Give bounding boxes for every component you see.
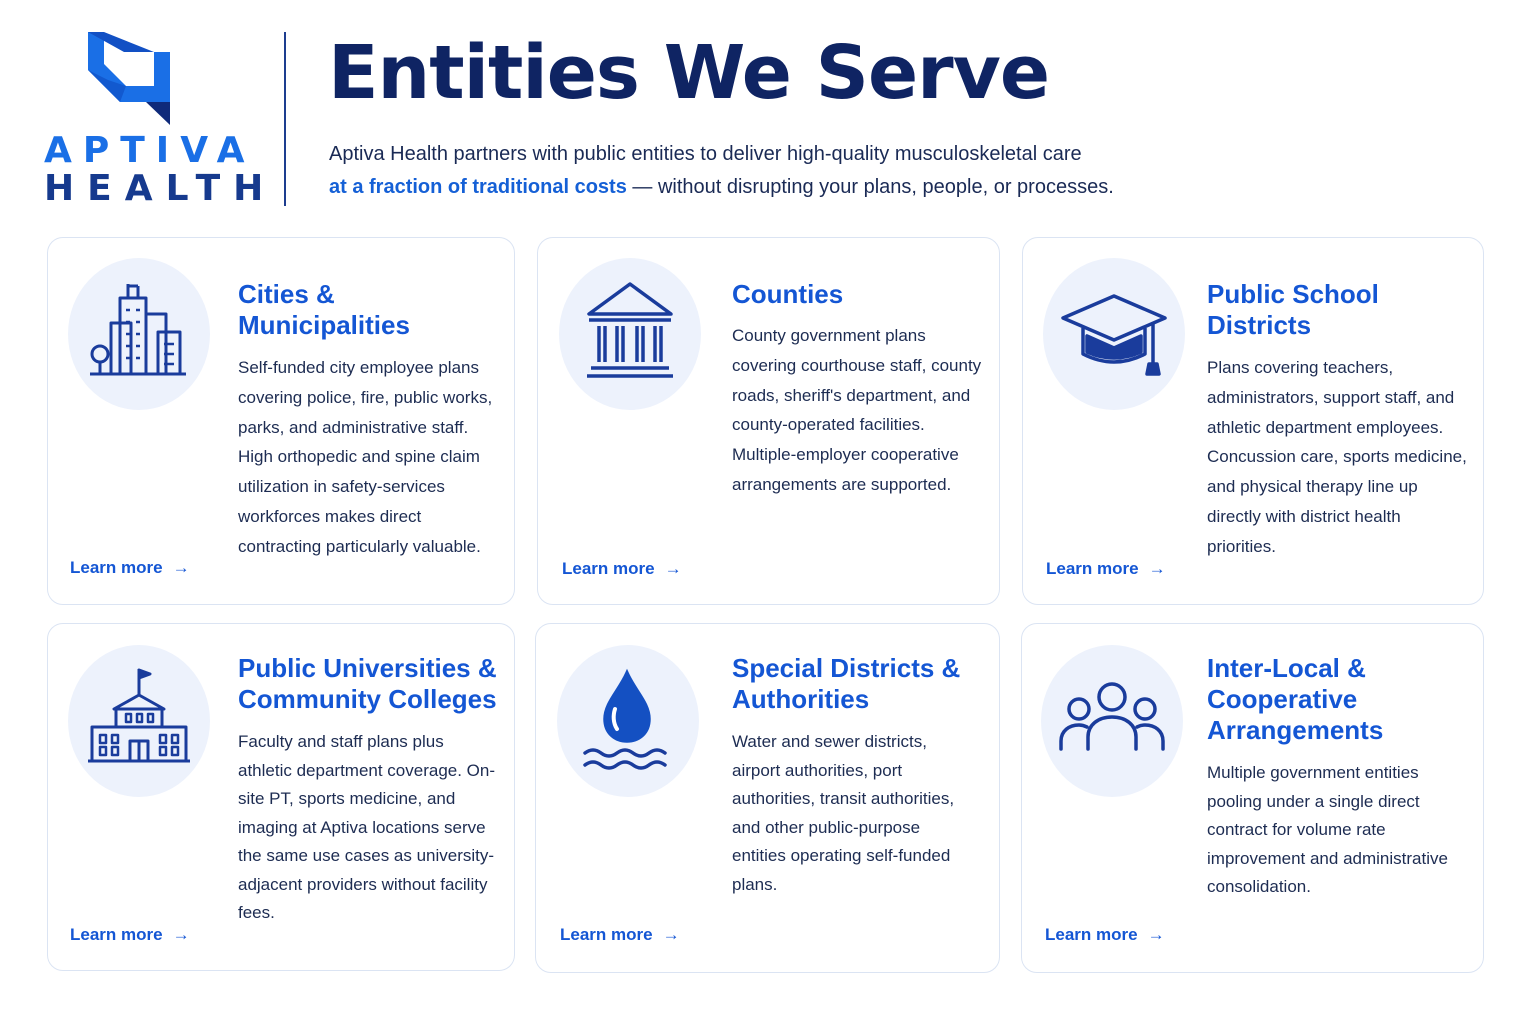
graduation-cap-icon — [1043, 258, 1185, 410]
learn-more-label: Learn more — [1046, 559, 1139, 578]
logo-text-aptiva: APTIVA — [44, 130, 256, 171]
icon-circle — [68, 645, 210, 797]
card-description: Plans covering teachers, administrators, support staff, and athletic department employees. Concussion care, sports medicine, and physical therapy line up directly with district health priorities. — [1207, 358, 1467, 556]
learn-more-label: Learn more — [1045, 925, 1138, 944]
intro-part-1: Aptiva Health partners with public entities to deliver high-quality musculoskeletal care — [329, 143, 1082, 165]
learn-more-link[interactable] — [560, 925, 680, 945]
card-description: Self-funded city employee plans covering police, fire, public works, parks, and administrative staff. High orthopedic and spine claim utilization in safety-services workforces makes direct contracting particularly valuable. — [238, 358, 493, 556]
icon-circle — [559, 258, 701, 410]
card-title: Cities & Municipalities — [238, 279, 410, 340]
page-title: Entities We Serve — [328, 30, 1050, 116]
university-building-icon — [68, 645, 210, 797]
card-description: Water and sewer districts, airport authorities, port authorities, transit authorities, and other public-purpose entities operating self-funded plans. — [732, 732, 955, 894]
icon-circle — [68, 258, 210, 410]
card-inter-local-cooperative — [1021, 623, 1484, 973]
aptiva-health-logo[interactable] — [44, 30, 277, 209]
intro-text — [329, 138, 1169, 204]
learn-more-label: Learn more — [560, 925, 653, 944]
card-title: Public School Districts — [1207, 279, 1379, 340]
card-description: County government plans covering courthouse staff, county roads, sheriff's department, and county-operated facilities. Multiple-employer cooperative arrangements are supported. — [732, 326, 982, 494]
card-special-districts — [535, 623, 1000, 973]
card-title: Special Districts & Authorities — [732, 653, 961, 714]
header-divider — [284, 32, 286, 206]
arrow-right-icon: → — [172, 925, 190, 944]
learn-more-link[interactable] — [1045, 925, 1165, 945]
card-public-universities — [47, 623, 515, 971]
people-group-icon — [1041, 645, 1183, 797]
learn-more-link[interactable] — [1046, 559, 1166, 579]
logo-mark-icon — [84, 30, 174, 125]
card-description: Faculty and staff plans plus athletic department coverage. On-site PT, sports medicine, and imaging at Aptiva locations serve the same use cases as university-adjacent providers without facility fees. — [238, 732, 496, 922]
intro-part-2: — without disrupting your plans, people, or processes. — [626, 176, 1114, 198]
learn-more-link[interactable] — [70, 925, 190, 945]
card-description: Multiple government entities pooling under a single direct contract for volume rate improvement and administrative consolidation. — [1207, 763, 1448, 896]
learn-more-label: Learn more — [562, 559, 655, 578]
arrow-right-icon: → — [1148, 559, 1166, 578]
city-buildings-icon — [68, 258, 210, 410]
card-public-school-districts — [1022, 237, 1484, 605]
courthouse-icon — [559, 258, 701, 410]
learn-more-link[interactable] — [70, 558, 190, 578]
card-title: Counties — [732, 279, 844, 309]
arrow-right-icon: → — [1147, 925, 1165, 944]
icon-circle — [557, 645, 699, 797]
logo-text-health: HEALTH — [44, 168, 277, 209]
arrow-right-icon: → — [662, 925, 680, 944]
learn-more-label: Learn more — [70, 925, 163, 944]
page-header — [0, 0, 1536, 230]
learn-more-link[interactable] — [562, 559, 682, 579]
icon-circle — [1043, 258, 1185, 410]
card-title: Inter-Local & Cooperative Arrangements — [1207, 653, 1384, 745]
arrow-right-icon: → — [664, 559, 682, 578]
card-cities-municipalities — [47, 237, 515, 605]
learn-more-label: Learn more — [70, 558, 163, 577]
card-title: Public Universities & Community Colleges — [238, 653, 497, 714]
water-drop-icon — [557, 645, 699, 797]
arrow-right-icon: → — [172, 558, 190, 577]
intro-highlight: at a fraction of traditional costs — [329, 176, 627, 198]
card-counties — [537, 237, 1000, 605]
icon-circle — [1041, 645, 1183, 797]
